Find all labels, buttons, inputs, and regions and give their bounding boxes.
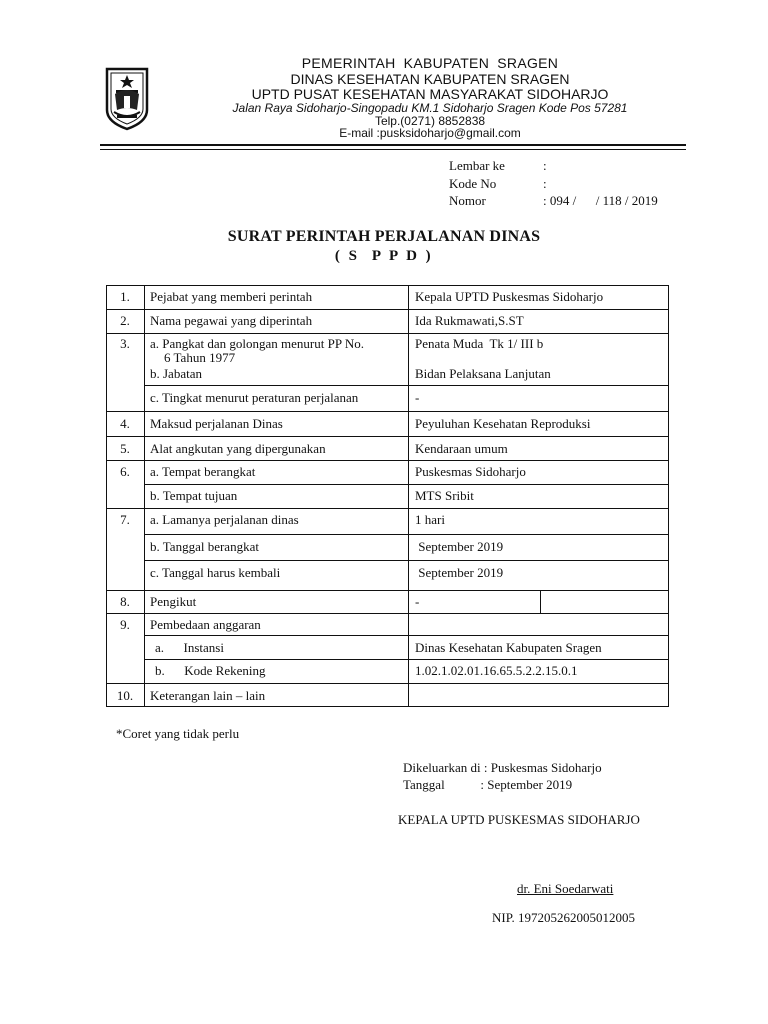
issued-at: Dikeluarkan di : Puskesmas Sidoharjo [403, 760, 602, 775]
value-maksud: Peyuluhan Kesehatan Reproduksi [415, 416, 591, 431]
value-tempat-berangkat: Puskesmas Sidoharjo [415, 464, 526, 479]
value-instansi: Dinas Kesehatan Kabupaten Sragen [415, 640, 602, 655]
row-number: 2. [120, 313, 130, 328]
value-tanggal-berangkat: September 2019 [415, 539, 504, 554]
label-alat-angkutan: Alat angkutan yang dipergunakan [150, 441, 326, 456]
label-jabatan: b. Jabatan [150, 366, 202, 381]
letterhead-address: Jalan Raya Sidoharjo-Singopadu KM.1 Sidoharjo Sragen Kode Pos 57281 [232, 101, 628, 115]
document-title: SURAT PERINTAH PERJALANAN DINAS [227, 228, 541, 245]
row-number: 4. [120, 416, 130, 431]
label-maksud: Maksud perjalanan Dinas [150, 416, 283, 431]
value-jabatan: Bidan Pelaksana Lanjutan [415, 366, 551, 381]
signatory-name: dr. Eni Soedarwati [517, 881, 614, 896]
row-number: 10. [116, 688, 134, 703]
label-tingkat: c. Tingkat menurut peraturan perjalanan [150, 390, 359, 405]
document-subtitle: ( S P P D ) [334, 248, 434, 264]
strike-note: *Coret yang tidak perlu [116, 726, 240, 741]
lembar-label: Lembar ke [449, 158, 505, 173]
row-number: 7. [120, 512, 130, 527]
label-pangkat: a. Pangkat dan golongan menurut PP No. [150, 336, 364, 351]
label-tempat-berangkat: a. Tempat berangkat [150, 464, 256, 479]
value-lamanya: 1 hari [415, 512, 445, 527]
value-alat-angkutan: Kendaraan umum [415, 441, 508, 456]
kode-value: : [543, 176, 547, 191]
nomor-value: : 094 / / 118 / 2019 [543, 193, 658, 208]
value-pangkat: Penata Muda Tk 1/ III b [415, 336, 544, 351]
value-pejabat: Kepala UPTD Puskesmas Sidoharjo [415, 289, 604, 304]
label-tanggal-berangkat: b. Tanggal berangkat [150, 539, 259, 554]
kode-label: Kode No [449, 176, 497, 191]
signatory-position: KEPALA UPTD PUSKESMAS SIDOHARJO [398, 812, 640, 827]
row-number: 6. [120, 464, 130, 479]
label-pangkat-cont: 6 Tahun 1977 [164, 350, 236, 365]
label-tempat-tujuan: b. Tempat tujuan [150, 488, 238, 503]
label-tanggal-kembali: c. Tanggal harus kembali [150, 565, 281, 580]
value-nama-pegawai: Ida Rukmawati,S.ST [415, 313, 524, 328]
row-number: 9. [120, 617, 130, 632]
label-instansi: a. Instansi [155, 640, 224, 655]
label-anggaran: Pembedaan anggaran [150, 617, 261, 632]
row-number: 1. [120, 289, 130, 304]
letterhead-government: PEMERINTAH KABUPATEN SRAGEN [301, 55, 559, 71]
value-kode-rekening: 1.02.1.02.01.16.65.5.2.2.15.0.1 [415, 663, 578, 678]
value-tingkat: - [415, 390, 420, 405]
issued-date: Tanggal : September 2019 [403, 777, 573, 792]
value-pengikut: - [415, 594, 420, 609]
label-pengikut: Pengikut [150, 594, 197, 609]
value-tanggal-kembali: September 2019 [415, 565, 504, 580]
row-number: 8. [120, 594, 130, 609]
letterhead-phone: Telp.(0271) 8852838 [374, 114, 486, 128]
letterhead-email: E-mail :pusksidoharjo@gmail.com [339, 126, 521, 140]
label-lamanya: a. Lamanya perjalanan dinas [150, 512, 299, 527]
signatory-nip: NIP. 197205262005012005 [492, 910, 636, 925]
label-kode-rekening: b. Kode Rekening [155, 663, 266, 678]
row-number: 5. [120, 441, 130, 456]
letterhead-department: DINAS KESEHATAN KABUPATEN SRAGEN [290, 71, 570, 87]
lembar-value: : [543, 158, 547, 173]
label-pejabat: Pejabat yang memberi perintah [150, 289, 313, 304]
label-keterangan: Keterangan lain – lain [150, 688, 266, 703]
row-number: 3. [120, 336, 130, 351]
label-nama-pegawai: Nama pegawai yang diperintah [150, 313, 313, 328]
value-tempat-tujuan: MTS Sribit [415, 488, 474, 503]
letterhead-unit: UPTD PUSAT KESEHATAN MASYARAKAT SIDOHARJO [251, 86, 609, 102]
nomor-label: Nomor [449, 193, 486, 208]
